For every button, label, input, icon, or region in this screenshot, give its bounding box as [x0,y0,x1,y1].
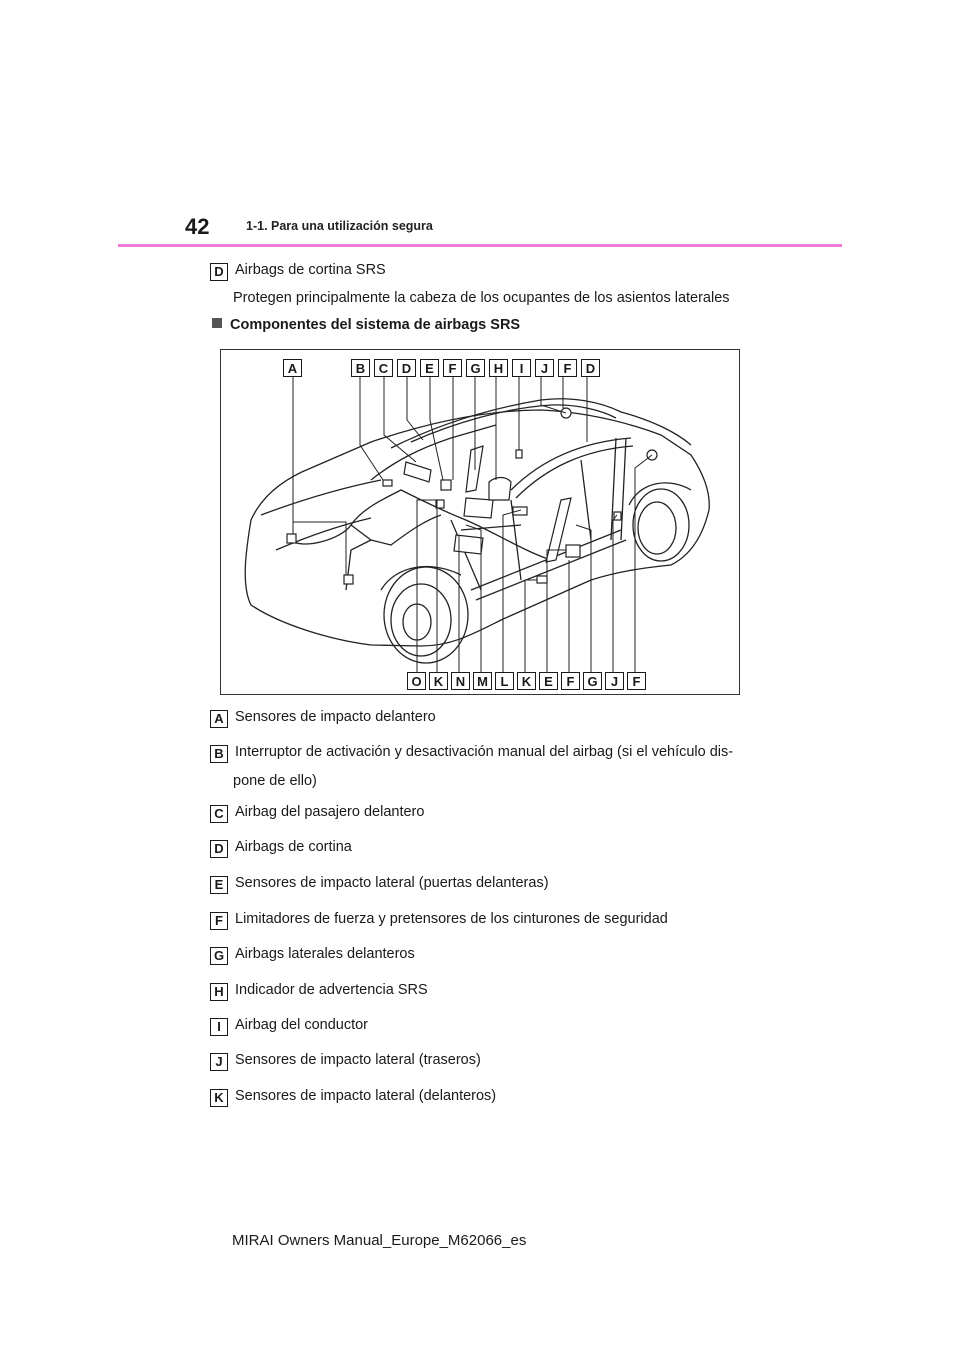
intro-description: Protegen principalmente la cabeza de los ocupantes de los asientos laterales [233,290,730,306]
legend-item [210,982,428,1001]
diagram-label-k: K [429,672,448,690]
car-illustration [221,350,741,696]
header-divider [118,244,842,247]
airbag-components-diagram [220,349,740,695]
legend-text: Airbags de cortina [235,839,352,855]
legend-item [210,839,352,858]
legend-item [210,709,436,728]
diagram-label-n: N [451,672,470,690]
legend-tag: E [210,876,228,894]
diagram-label-h: H [489,359,508,377]
diagram-label-b: B [351,359,370,377]
legend-tag: C [210,805,228,823]
legend-text-continuation: pone de ello) [233,773,317,789]
legend-text: Sensores de impacto lateral (delanteros) [235,1088,497,1104]
diagram-label-i: I [512,359,531,377]
components-heading [212,317,520,333]
diagram-label-g: G [466,359,485,377]
legend-item [210,804,424,823]
legend-item [210,875,549,894]
diagram-label-e: E [420,359,439,377]
legend-text: Limitadores de fuerza y pretensores de los cinturones de seguridad [235,911,668,927]
legend-item [210,946,415,965]
legend-text: Sensores de impacto lateral (traseros) [235,1052,481,1068]
legend-text: Interruptor de activación y desactivación manual del airbag (si el vehículo dis- [235,744,734,760]
diagram-label-j: J [535,359,554,377]
diagram-label-f: F [443,359,462,377]
diagram-label-o: O [407,672,426,690]
intro-row [210,262,386,281]
legend-item [210,1017,368,1036]
legend-text: Indicador de advertencia SRS [235,982,428,998]
diagram-label-d2: D [581,359,600,377]
footer-document-id: MIRAI Owners Manual_Europe_M62066_es [232,1232,527,1249]
diagram-label-f2: F [558,359,577,377]
diagram-label-m: M [473,672,492,690]
page-number: 42 [185,214,210,239]
section-title: 1-1. Para una utilización segura [246,219,433,233]
legend-text: Sensores de impacto delantero [235,709,436,725]
legend-text: Airbag del pasajero delantero [235,804,425,820]
legend-text: Airbags laterales delanteros [235,946,415,962]
bullet-square-icon [212,318,222,328]
intro-tag: D [210,263,228,281]
diagram-label-e2: E [539,672,558,690]
diagram-label-g2: G [583,672,602,690]
legend-tag: G [210,947,228,965]
legend-item [210,1052,481,1071]
legend-item [210,1088,496,1107]
diagram-label-d: D [397,359,416,377]
legend-tag: J [210,1053,228,1071]
legend-tag: D [210,840,228,858]
diagram-label-a: A [283,359,302,377]
diagram-label-k2: K [517,672,536,690]
intro-title: Airbags de cortina SRS [235,262,386,278]
legend-tag: H [210,983,228,1001]
legend-tag: A [210,710,228,728]
diagram-label-f4: F [627,672,646,690]
diagram-label-c: C [374,359,393,377]
diagram-label-l: L [495,672,514,690]
legend-tag: B [210,745,228,763]
legend-text: Airbag del conductor [235,1017,368,1033]
legend-tag: F [210,912,228,930]
legend-text: Sensores de impacto lateral (puertas delanteras) [235,875,549,891]
legend-item [210,911,668,930]
diagram-label-f3: F [561,672,580,690]
legend-tag: I [210,1018,228,1036]
legend-tag: K [210,1089,228,1107]
legend-item [210,744,733,763]
components-heading-text: Componentes del sistema de airbags SRS [230,317,521,333]
diagram-label-j2: J [605,672,624,690]
